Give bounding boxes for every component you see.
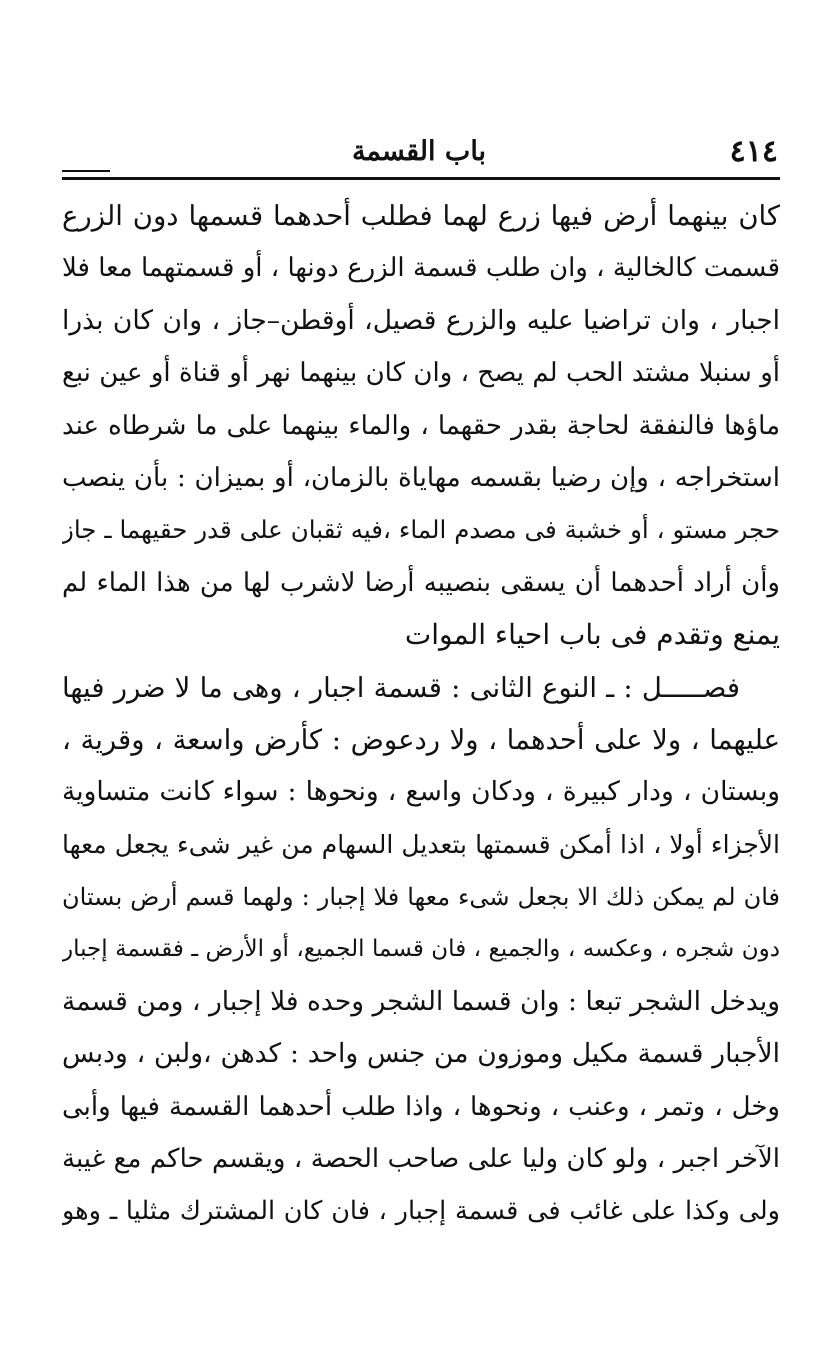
text-line: الأجبار قسمة مكيل وموزون من جنس واحد : كدهن ،ولبن ، ودبس <box>62 1038 780 1070</box>
text-line: ماؤها فالنفقة لحاجة بقدر حقهما ، والماء بينهما على ما شرطاه عند <box>62 410 780 441</box>
text-line: يمنع وتقدم فى باب احياء الموات <box>404 618 780 652</box>
text-line: وأن أراد أحدهما أن يسقى بنصيبه أرضا لاشرب لها من هذا الماء لم <box>62 567 780 598</box>
text-line: دون شجره ، وعكسه ، والجميع ، فان قسما الجميع، أو الأرض ـ فقسمة إجبار <box>62 936 780 963</box>
body-text <box>62 190 780 1238</box>
text-line: الأجزاء أولا ، اذا أمكن قسمتها بتعديل السهام من غير شىء يجعل معها <box>62 829 780 859</box>
text-line: أو سنبلا مشتد الحب لم يصح ، وان كان بينهما نهر أو قناة أو عين نبع <box>62 358 780 389</box>
text-line: قسمت كالخالية ، وان طلب قسمة الزرع دونها ، أو قسمتهما معا فلا <box>62 253 780 284</box>
text-line: فان لم يمكن ذلك الا بجعل شىء معها فلا إجبار : ولهما قسم أرض بستان <box>62 883 780 912</box>
text-line: ويدخل الشجر تبعا : وان قسما الشجر وحده فلا إجبار ، ومن قسمة <box>62 985 780 1017</box>
text-line: كان بينهما أرض فيها زرع لهما فطلب أحدهما قسمها دون الزرع <box>62 200 780 232</box>
text-line: ولى وكذا على غائب فى قسمة إجبار ، فان كان المشترك مثليا ـ وهو <box>62 1196 780 1227</box>
text-line: الآخر اجبر ، ولو كان وليا على صاحب الحصة ، ويقسم حاكم مع غيبة <box>62 1144 780 1175</box>
text-line: عليهما ، ولا على أحدهما ، ولا ردعوض : كأرض واسعة ، وقرية ، <box>62 723 780 756</box>
text-line: وبستان ، ودار كبيرة ، ودكان واسع ، ونحوها : سواء كانت متساوية <box>62 776 780 808</box>
page-number: ٤١٤ <box>729 134 778 169</box>
page-header <box>60 132 778 172</box>
text-line: اجبار ، وان تراضيا عليه والزرع قصيل، أوقطن–جاز ، وان كان بذرا <box>62 304 780 336</box>
text-line: حجر مستو ، أو خشبة فى مصدم الماء ،فيه ثقبان على قدر حقيهما ـ جاز <box>62 515 780 545</box>
header-rule <box>62 177 780 180</box>
header-rule-ornament <box>62 170 110 172</box>
section-heading-line: فصـــــل : ـ النوع الثانى : قسمة اجبار ، وهى ما لا ضرر فيها <box>62 671 740 704</box>
text-line: وخل ، وتمر ، وعنب ، ونحوها ، واذا طلب أحدهما القسمة فيها وأبى <box>62 1091 780 1122</box>
running-title: باب القسمة <box>351 136 487 167</box>
paragraph-2 <box>62 662 780 1238</box>
text-line: استخراجه ، وإن رضيا بقسمه مهاياة بالزمان، أو بميزان : بأن ينصب <box>62 462 780 493</box>
paragraph-1 <box>62 190 780 662</box>
